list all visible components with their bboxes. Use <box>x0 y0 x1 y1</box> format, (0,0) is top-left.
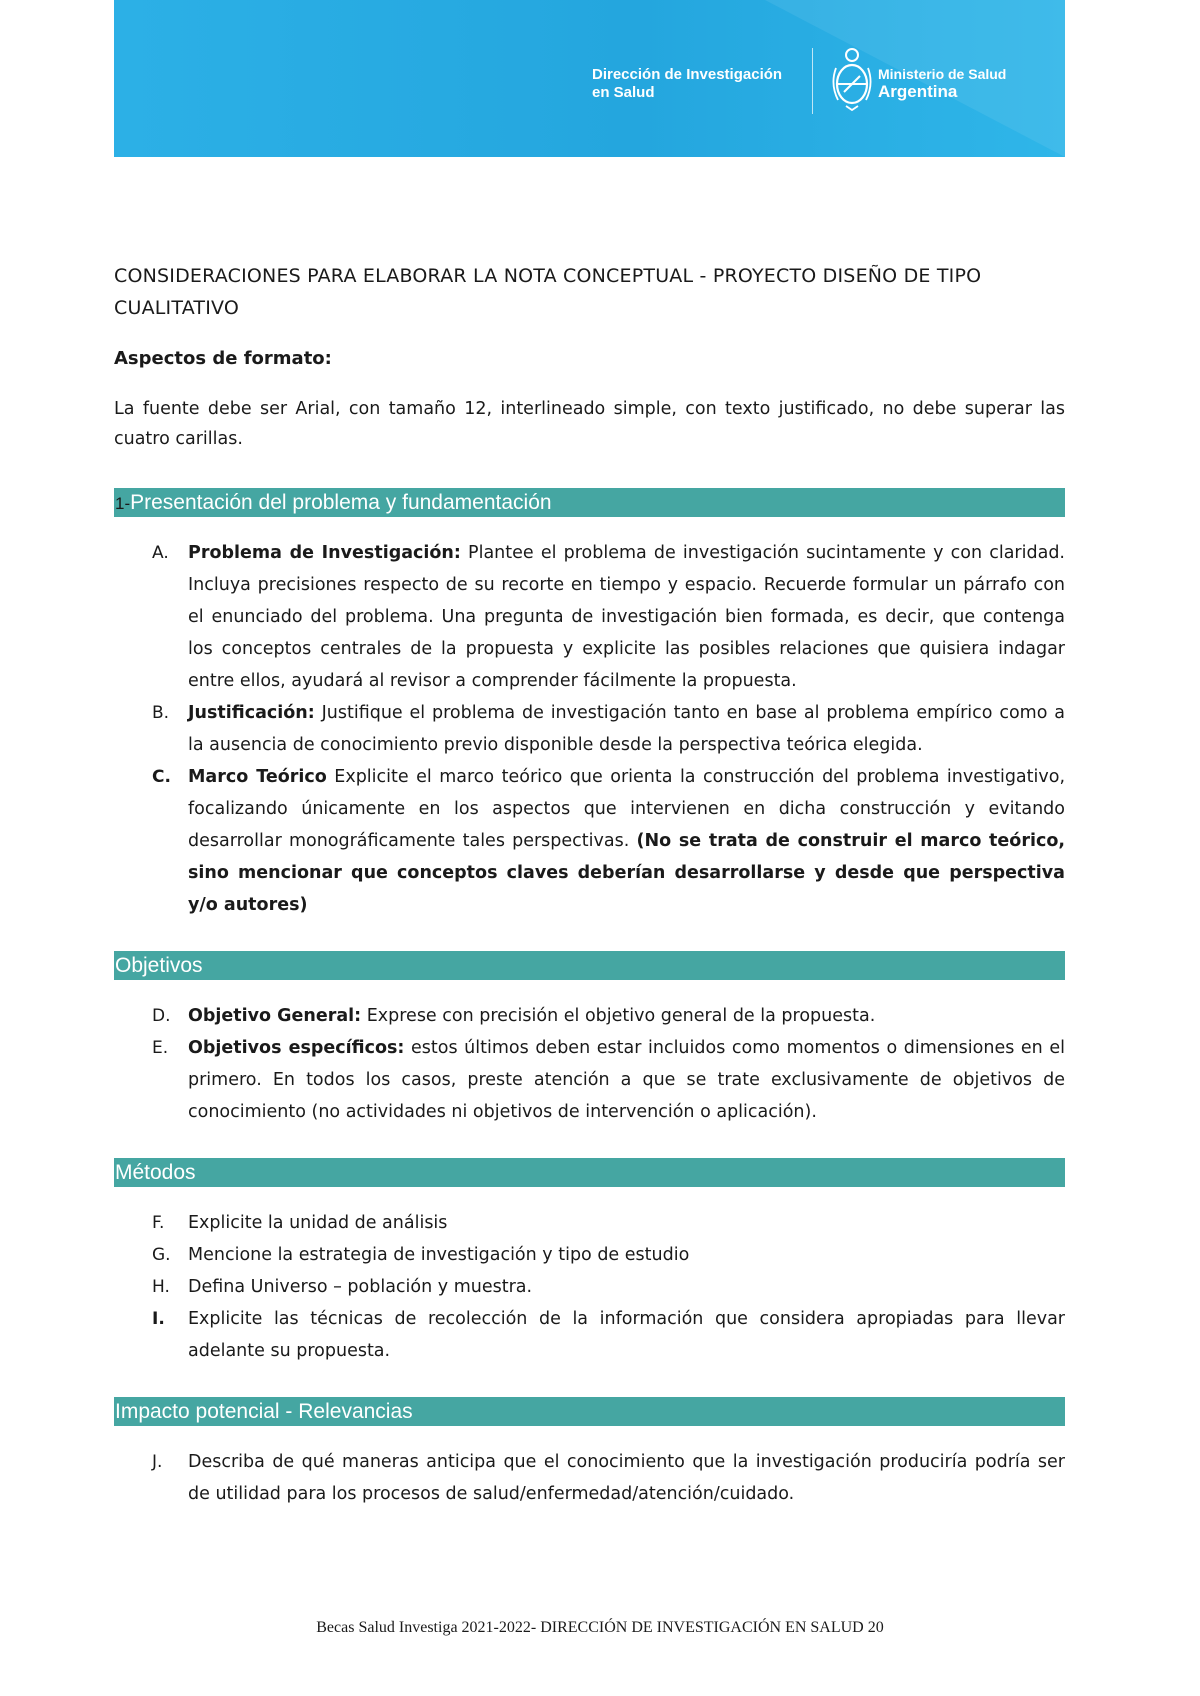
item-text: Explicite las técnicas de recolección de la información que considera apropiadas para llevar adelante su propuesta. <box>188 1309 1065 1361</box>
ministerio-line-2: Argentina <box>878 82 958 101</box>
list-item <box>114 697 1065 761</box>
section-list-objetivos <box>114 1000 1065 1128</box>
list-item <box>114 1032 1065 1128</box>
list-item <box>114 537 1065 697</box>
document-title: CONSIDERACIONES PARA ELABORAR LA NOTA CONCEPTUAL - PROYECTO DISEÑO DE TIPO CUALITATIVO <box>114 265 982 319</box>
section-number: 1- <box>115 494 131 513</box>
item-letter: I. <box>152 1309 165 1329</box>
section-header-objetivos <box>114 951 1065 980</box>
list-item <box>114 1207 1065 1239</box>
section-list-problema <box>114 537 1065 921</box>
item-text: Defina Universo – población y muestra. <box>188 1277 533 1297</box>
item-label: Problema de Investigación: <box>188 543 461 563</box>
item-text: estos últimos deben estar incluidos como momentos o dimensiones en el primero. En todos los casos, preste atención a que se trate exclusivamente de objetivos de conocimiento (no actividades ni objetivos de intervención o aplicación). <box>188 1038 1065 1122</box>
item-text: Explicite el marco teórico que orienta la construcción del problema investigativo, focalizando únicamente en los aspectos que intervienen en dicha construcción y evitando desarrollar monográficamente tales perspectivas. <box>188 767 1066 851</box>
page-footer: Becas Salud Investiga 2021-2022- DIRECCIÓN DE INVESTIGACIÓN EN SALUD 20 <box>316 1619 884 1636</box>
header-banner <box>114 0 1065 157</box>
section-header-impacto <box>114 1397 1065 1426</box>
item-label: Objetivos específicos: <box>188 1038 405 1058</box>
direccion-line-2: en Salud <box>592 84 655 101</box>
item-label: Marco Teórico <box>188 767 327 787</box>
document-body <box>114 260 1065 1510</box>
item-letter: D. <box>152 1006 171 1026</box>
item-label: Justificación: <box>188 703 315 723</box>
formato-text: La fuente debe ser Arial, con tamaño 12, interlineado simple, con texto justificado, no debe superar las cuatro carillas. <box>114 399 1065 449</box>
item-letter: C. <box>152 767 171 787</box>
ministerio-line-1: Ministerio de Salud <box>878 66 1007 82</box>
list-item <box>114 1303 1065 1367</box>
item-text: Explicite la unidad de análisis <box>188 1213 448 1233</box>
item-letter: B. <box>152 703 170 723</box>
section-list-impacto <box>114 1446 1065 1510</box>
section-header-problema <box>114 488 1065 517</box>
item-text: Plantee el problema de investigación sucintamente y con claridad. Incluya precisiones respecto de su recorte en tiempo y espacio. Recuerde formular un párrafo con el enunciado del problema. Una pregunta de investigación bien formada, es decir, que contenga los conceptos centrales de la propuesta y explicite las posibles relaciones que quisiera indagar entre ellos, ayudará al revisor a comprender fácilmente la propuesta. <box>188 543 1065 691</box>
section-header-metodos <box>114 1158 1065 1187</box>
list-item <box>114 761 1065 921</box>
section-title: Impacto potencial - Relevancias <box>115 1400 413 1423</box>
list-item <box>114 1446 1065 1510</box>
item-text: Mencione la estrategia de investigación y tipo de estudio <box>188 1245 690 1265</box>
direccion-label <box>592 66 782 102</box>
header-divider <box>812 48 813 114</box>
item-text: Exprese con precisión el objetivo general de la propuesta. <box>361 1006 876 1026</box>
list-item <box>114 1271 1065 1303</box>
item-letter: J. <box>152 1452 163 1472</box>
section-list-metodos <box>114 1207 1065 1367</box>
list-item <box>114 1239 1065 1271</box>
item-letter: H. <box>152 1277 170 1297</box>
direccion-line-1: Dirección de Investigación <box>592 66 783 83</box>
section-title: Presentación del problema y fundamentación <box>130 491 552 514</box>
item-letter: A. <box>152 543 169 563</box>
formato-heading: Aspectos de formato: <box>114 348 332 369</box>
ministerio-label <box>878 66 1006 102</box>
section-title: Métodos <box>115 1161 196 1184</box>
item-bold-note: (No se trata de construir el marco teórico, sino mencionar que conceptos claves deberían desarrollarse y desde que perspectiva y/o autores) <box>188 831 1065 915</box>
item-text: Describa de qué maneras anticipa que el conocimiento que la investigación produciría podría ser de utilidad para los procesos de salud/enfermedad/atención/cuidado. <box>188 1452 1065 1504</box>
item-letter: F. <box>152 1213 165 1233</box>
item-text: Justifique el problema de investigación tanto en base al problema empírico como a la ausencia de conocimiento previo disponible desde la perspectiva teórica elegida. <box>188 703 1065 755</box>
list-item <box>114 1000 1065 1032</box>
item-letter: G. <box>152 1245 171 1265</box>
section-title: Objetivos <box>115 954 203 977</box>
item-label: Objetivo General: <box>188 1006 362 1026</box>
coat-of-arms-icon <box>832 46 872 112</box>
item-letter: E. <box>152 1038 169 1058</box>
